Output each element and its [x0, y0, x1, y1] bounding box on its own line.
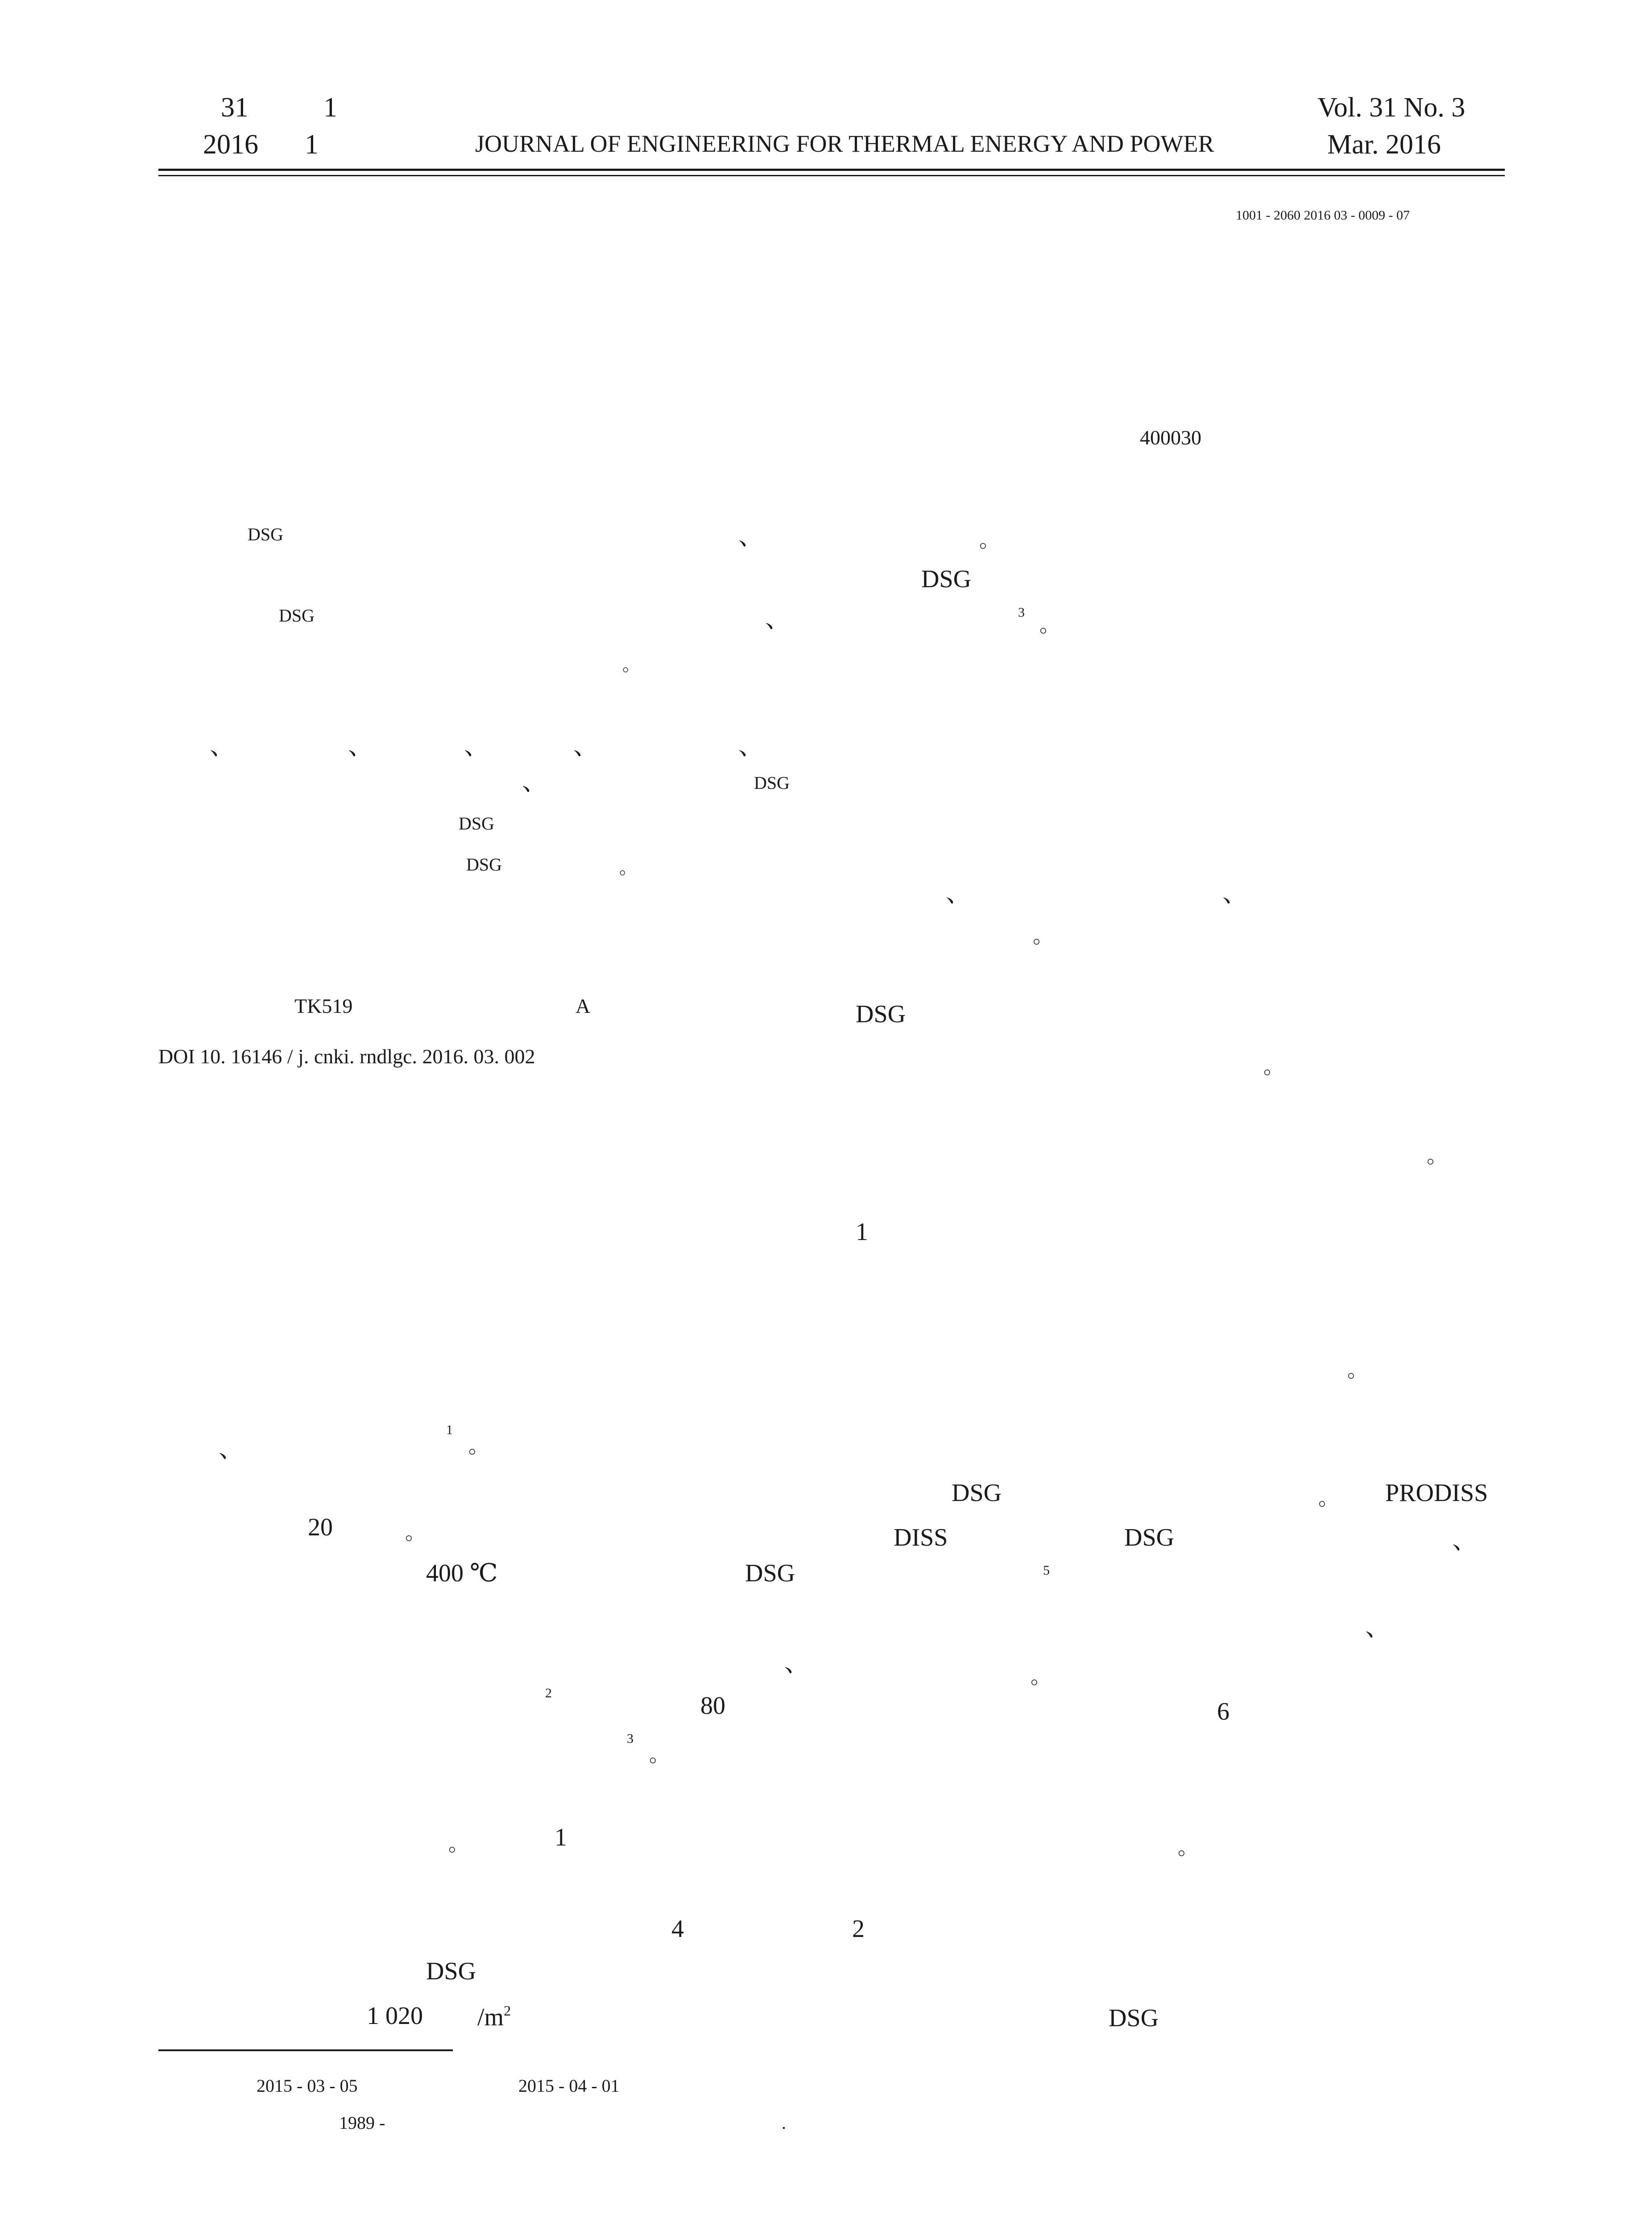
- left-number-4: 4: [671, 1915, 684, 1943]
- header-rule-top: [158, 169, 1505, 171]
- keyword-dsg-3: DSG: [466, 854, 502, 875]
- abstract-ref-3: 3: [1018, 605, 1025, 620]
- author-birth-year: 1989 -: [339, 2113, 385, 2133]
- left-number-80: 80: [700, 1692, 725, 1720]
- left-period-3: 。: [1031, 1665, 1051, 1688]
- keyword-sep-3: 、: [464, 733, 489, 760]
- keyword-period: 。: [619, 858, 637, 878]
- left-pause-2: 、: [784, 1650, 809, 1677]
- keyword-dsg-1: DSG: [754, 773, 790, 793]
- left-number-20: 20: [308, 1514, 333, 1541]
- abstract-period-2: 。: [1039, 614, 1060, 636]
- affiliation-postcode: 400030: [1140, 426, 1201, 449]
- keyword-sep-6: 、: [522, 768, 547, 796]
- header-month-cn: 1: [305, 129, 319, 160]
- header-issue-cn: 1: [323, 92, 337, 123]
- revised-date: 2015 - 04 - 01: [518, 2076, 620, 2096]
- keyword-sep-2: 、: [348, 733, 373, 760]
- abstract-pause-2: 、: [765, 605, 790, 633]
- right-pause-1: 、: [946, 880, 971, 908]
- abstract-period-1: 。: [979, 529, 1000, 552]
- right-period-7: 。: [1178, 1836, 1198, 1859]
- right-intro-dsg: DSG: [921, 565, 972, 593]
- header-volume-cn: 31: [221, 92, 248, 123]
- journal-title: JOURNAL OF ENGINEERING FOR THERMAL ENERGY AND POWER: [475, 130, 1214, 157]
- doi: DOI 10. 16146 / j. cnki. rndlgc. 2016. 03. 002: [158, 1045, 535, 1068]
- footnote-dot: .: [782, 2113, 786, 2133]
- prodiss-label: PRODISS: [1385, 1479, 1488, 1507]
- right-period-5: 。: [1318, 1487, 1339, 1509]
- received-date: 2015 - 03 - 05: [257, 2076, 358, 2096]
- header-volume-en: Vol. 31 No. 3: [1317, 92, 1466, 123]
- left-period-5: 。: [448, 1833, 469, 1855]
- left-period-1: 。: [468, 1435, 489, 1457]
- diss-label: DISS: [894, 1524, 948, 1551]
- right-period-1: 。: [1033, 925, 1053, 947]
- right-number-2: 2: [852, 1915, 865, 1943]
- footnote-rule: [158, 2049, 453, 2051]
- left-dsg: DSG: [745, 1559, 795, 1587]
- left-dsg-b: DSG: [426, 1957, 476, 1985]
- right-number-6: 6: [1217, 1698, 1230, 1725]
- article-number: 1001 - 2060 2016 03 - 0009 - 07: [1236, 208, 1410, 223]
- abstract-dsg-2: DSG: [279, 605, 315, 626]
- keyword-sep-5: 、: [738, 733, 763, 760]
- right-dsg-2: DSG: [952, 1479, 1002, 1507]
- left-ref-3: 3: [627, 1731, 633, 1746]
- left-ref-2: 2: [545, 1686, 552, 1700]
- document-code: A: [576, 995, 591, 1017]
- header-rule-bottom: [158, 175, 1505, 176]
- keyword-sep-1: 、: [210, 733, 235, 760]
- left-pause: 、: [219, 1435, 244, 1463]
- header-date-en: Mar. 2016: [1327, 129, 1441, 160]
- section-1-number: 1: [856, 1218, 868, 1246]
- right-dsg-3: DSG: [1124, 1524, 1175, 1551]
- left-period-2: 。: [405, 1521, 426, 1544]
- left-temperature: 400 ℃: [426, 1559, 498, 1587]
- right-period-2: 。: [1263, 1055, 1284, 1078]
- abstract-dsg-1: DSG: [248, 524, 284, 544]
- left-value-1020: 1 020: [367, 2002, 423, 2030]
- right-ref-5: 5: [1043, 1563, 1050, 1578]
- right-pause-3: 、: [1452, 1527, 1477, 1555]
- left-number-1: 1: [555, 1824, 567, 1851]
- right-dsg-1: DSG: [856, 1000, 906, 1028]
- left-unit: $/m^2$: [477, 2003, 511, 2031]
- abstract-pause-1: 、: [738, 523, 763, 551]
- keyword-dsg-2: DSG: [459, 813, 495, 834]
- header-year-cn: 2016: [203, 129, 258, 160]
- left-period-4: 。: [649, 1743, 670, 1766]
- right-pause-4: 、: [1365, 1614, 1390, 1642]
- right-pause-2: 、: [1222, 880, 1247, 908]
- clc-number: TK519: [294, 995, 353, 1017]
- right-period-3: 。: [1427, 1145, 1447, 1167]
- right-dsg-4: DSG: [1109, 2004, 1159, 2032]
- right-period-4: 。: [1347, 1359, 1368, 1381]
- abstract-period-3: 。: [622, 655, 640, 675]
- keyword-sep-4: 、: [573, 733, 598, 760]
- left-ref-1: 1: [446, 1422, 453, 1437]
